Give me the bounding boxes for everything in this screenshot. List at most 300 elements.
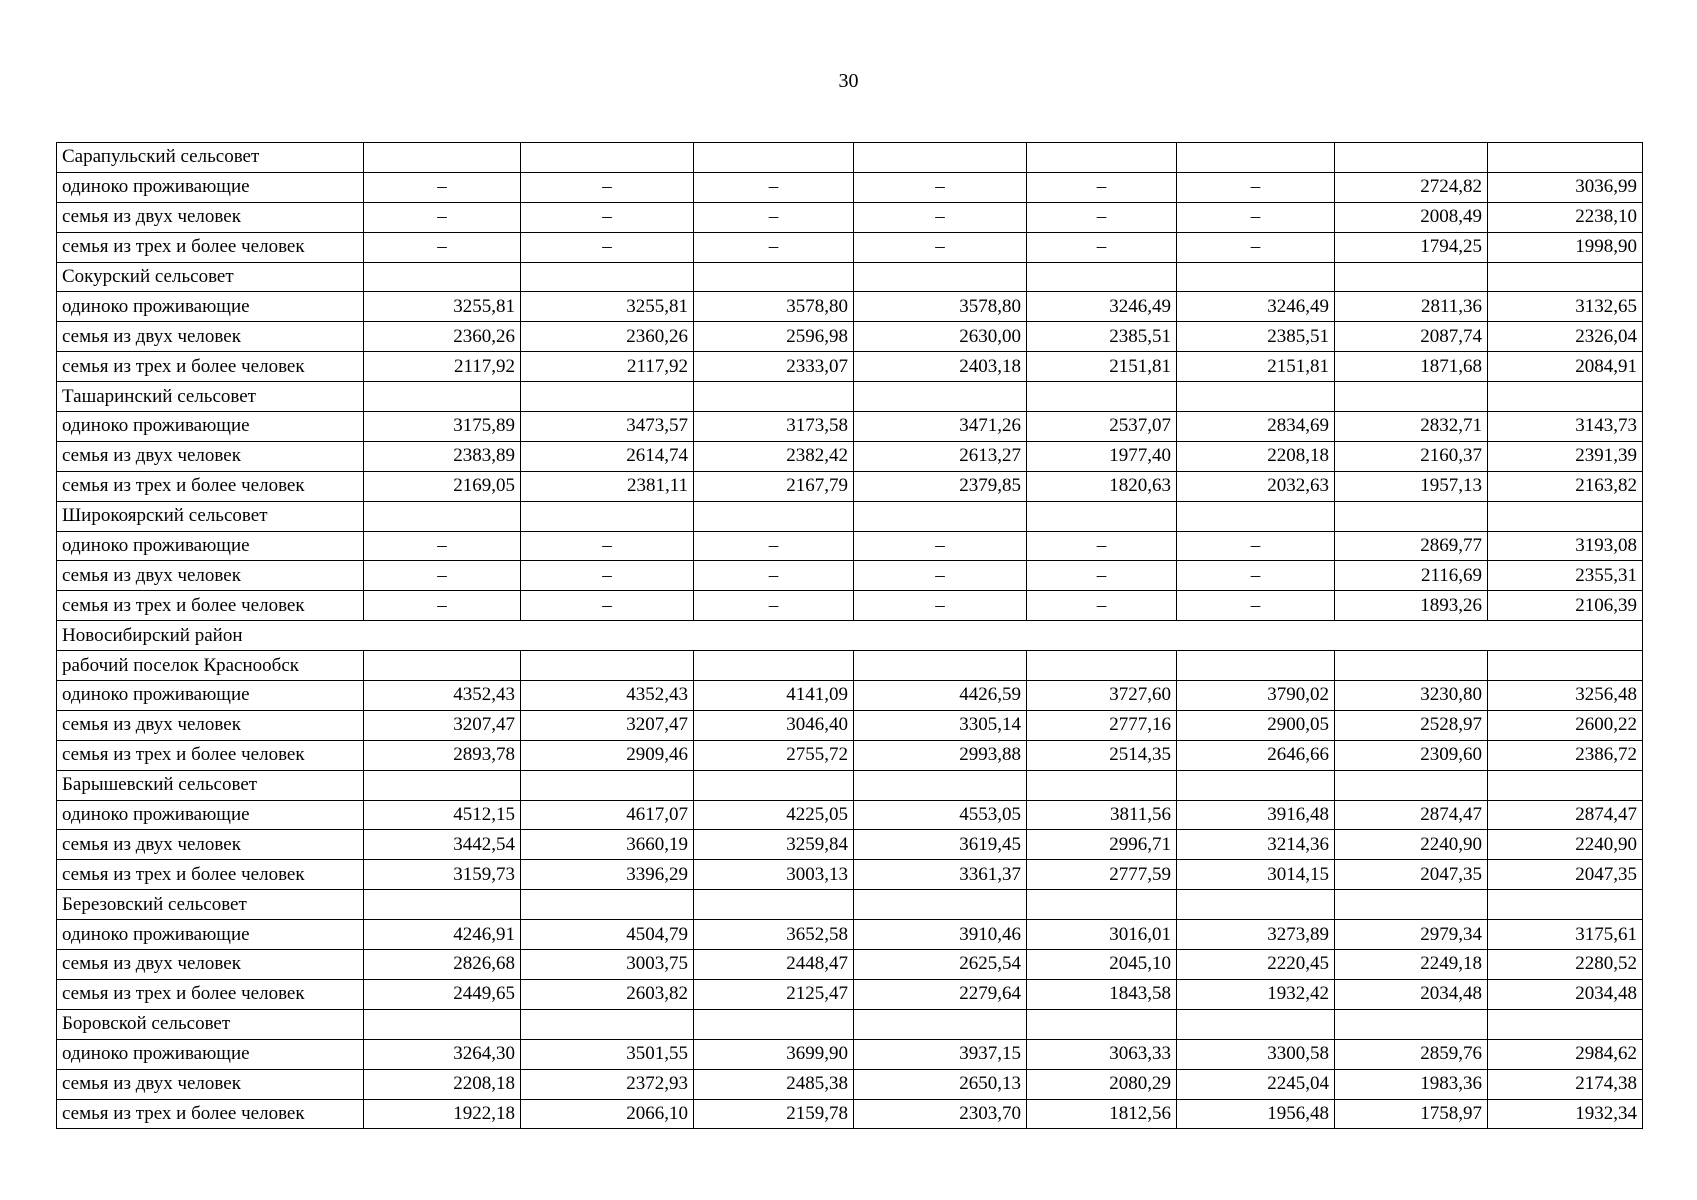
table-cell: 3727,60 [1027, 681, 1177, 711]
table-cell: 2646,66 [1177, 740, 1335, 770]
table-cell: – [1027, 172, 1177, 202]
row-label: семья из двух человек [57, 441, 364, 471]
table-cell: 3036,99 [1488, 172, 1643, 202]
table-cell: 2066,10 [521, 1099, 694, 1129]
table-cell [1335, 262, 1488, 292]
table-cell: 4512,15 [364, 800, 521, 830]
table-cell [1177, 382, 1335, 412]
table-cell [1488, 651, 1643, 681]
table-cell: 2979,34 [1335, 920, 1488, 950]
table-cell: 2874,47 [1335, 800, 1488, 830]
table-cell: 3143,73 [1488, 412, 1643, 442]
table-cell: 3501,55 [521, 1039, 694, 1069]
table-cell: 2755,72 [694, 740, 854, 770]
table-cell [854, 770, 1027, 800]
row-label: Березовский сельсовет [57, 890, 364, 920]
table-cell: 3916,48 [1177, 800, 1335, 830]
table-cell: 2084,91 [1488, 352, 1643, 382]
row-label: рабочий поселок Краснообск [57, 651, 364, 681]
table-row [57, 1099, 1643, 1129]
table-cell: 4225,05 [694, 800, 854, 830]
table-cell: – [521, 561, 694, 591]
table-cell: 2047,35 [1488, 860, 1643, 890]
table-cell: 3619,45 [854, 830, 1027, 860]
table-cell: 2869,77 [1335, 531, 1488, 561]
table-cell [364, 770, 521, 800]
table-cell [854, 890, 1027, 920]
table-cell: 2382,42 [694, 441, 854, 471]
table-cell: 1871,68 [1335, 352, 1488, 382]
table-cell: 2360,26 [364, 322, 521, 352]
table-row [57, 352, 1643, 382]
row-label: семья из трех и более человек [57, 979, 364, 1009]
table-cell: 2333,07 [694, 352, 854, 382]
table-cell: 2087,74 [1335, 322, 1488, 352]
table-cell: 4504,79 [521, 920, 694, 950]
table-cell: 3790,02 [1177, 681, 1335, 711]
table-cell: 4246,91 [364, 920, 521, 950]
table-cell [1488, 262, 1643, 292]
table-cell: 2613,27 [854, 441, 1027, 471]
table-row [57, 710, 1643, 740]
table-cell: 2045,10 [1027, 950, 1177, 980]
table-cell: 3471,26 [854, 412, 1027, 442]
table-cell: 2403,18 [854, 352, 1027, 382]
table-cell: 1893,26 [1335, 591, 1488, 621]
table-cell [521, 143, 694, 173]
table-cell [364, 890, 521, 920]
table-row [57, 292, 1643, 322]
table-cell: 2032,63 [1177, 471, 1335, 501]
table-cell: 2485,38 [694, 1069, 854, 1099]
table-cell: – [521, 172, 694, 202]
table-cell: 2125,47 [694, 979, 854, 1009]
table-cell: 3175,89 [364, 412, 521, 442]
table-cell: 2220,45 [1177, 950, 1335, 980]
table-row [57, 890, 1643, 920]
table-cell: 3063,33 [1027, 1039, 1177, 1069]
table-cell: – [694, 232, 854, 262]
row-label: семья из двух человек [57, 710, 364, 740]
table-cell: 3214,36 [1177, 830, 1335, 860]
table-cell: – [694, 531, 854, 561]
table-cell: 2169,05 [364, 471, 521, 501]
table-cell [1335, 143, 1488, 173]
table-cell: 3259,84 [694, 830, 854, 860]
table-cell: 2900,05 [1177, 710, 1335, 740]
table-cell [1027, 770, 1177, 800]
table-cell: 3578,80 [854, 292, 1027, 322]
table-cell: – [1027, 531, 1177, 561]
table-cell: 2528,97 [1335, 710, 1488, 740]
table-row [57, 412, 1643, 442]
table-cell: 2163,82 [1488, 471, 1643, 501]
table-cell: 3273,89 [1177, 920, 1335, 950]
table-cell: 2279,64 [854, 979, 1027, 1009]
table-cell [694, 651, 854, 681]
table-cell: 3016,01 [1027, 920, 1177, 950]
table-cell: 2309,60 [1335, 740, 1488, 770]
row-label: семья из двух человек [57, 1069, 364, 1099]
table-cell: 2811,36 [1335, 292, 1488, 322]
table-cell: 2034,48 [1335, 979, 1488, 1009]
table-cell: 1932,42 [1177, 979, 1335, 1009]
table-cell: 2160,37 [1335, 441, 1488, 471]
table-cell [1177, 262, 1335, 292]
table-cell: 2381,11 [521, 471, 694, 501]
table-cell: 2386,72 [1488, 740, 1643, 770]
row-label: семья из двух человек [57, 561, 364, 591]
table-cell [1335, 1009, 1488, 1039]
table-cell: 2650,13 [854, 1069, 1027, 1099]
table-cell [1027, 501, 1177, 531]
table-cell: 3207,47 [521, 710, 694, 740]
table-cell: 3811,56 [1027, 800, 1177, 830]
table-cell: – [521, 202, 694, 232]
table-cell: 2859,76 [1335, 1039, 1488, 1069]
row-label: одиноко проживающие [57, 1039, 364, 1069]
table-cell [1027, 382, 1177, 412]
table-cell: 3300,58 [1177, 1039, 1335, 1069]
table-cell [1177, 890, 1335, 920]
table-cell: 2514,35 [1027, 740, 1177, 770]
table-cell: 2724,82 [1335, 172, 1488, 202]
table-cell [364, 501, 521, 531]
table-cell: 2984,62 [1488, 1039, 1643, 1069]
table-cell: 2151,81 [1177, 352, 1335, 382]
table-cell: – [1177, 591, 1335, 621]
table-row [57, 770, 1643, 800]
table-cell: – [364, 202, 521, 232]
table-row [57, 1039, 1643, 1069]
table-cell [364, 143, 521, 173]
table-cell: 2116,69 [1335, 561, 1488, 591]
table-cell: 2245,04 [1177, 1069, 1335, 1099]
table-cell: 3003,75 [521, 950, 694, 980]
table-cell: 1998,90 [1488, 232, 1643, 262]
table-cell: 2151,81 [1027, 352, 1177, 382]
table-cell: 1843,58 [1027, 979, 1177, 1009]
table-cell: 3910,46 [854, 920, 1027, 950]
row-label: одиноко проживающие [57, 681, 364, 711]
table-cell: 2993,88 [854, 740, 1027, 770]
table-cell: 2167,79 [694, 471, 854, 501]
table-cell: 3937,15 [854, 1039, 1027, 1069]
row-label: семья из двух человек [57, 322, 364, 352]
table-cell: 2379,85 [854, 471, 1027, 501]
table-cell: 2537,07 [1027, 412, 1177, 442]
table-cell [1335, 890, 1488, 920]
table-cell: 2874,47 [1488, 800, 1643, 830]
table-cell: 3255,81 [521, 292, 694, 322]
row-label: семья из двух человек [57, 202, 364, 232]
table-cell: – [1027, 591, 1177, 621]
table-cell: 2625,54 [854, 950, 1027, 980]
table-cell: 2159,78 [694, 1099, 854, 1129]
table-cell: 3003,13 [694, 860, 854, 890]
table-cell: – [854, 172, 1027, 202]
table-cell: 1977,40 [1027, 441, 1177, 471]
table-cell [1488, 1009, 1643, 1039]
table-cell [1335, 770, 1488, 800]
table-cell [854, 262, 1027, 292]
table-cell: 3396,29 [521, 860, 694, 890]
table-cell: – [694, 172, 854, 202]
table-cell: – [1027, 561, 1177, 591]
table-cell [1488, 143, 1643, 173]
table-cell: – [1177, 232, 1335, 262]
table-cell [521, 262, 694, 292]
table-cell: 3246,49 [1177, 292, 1335, 322]
table-cell: 2614,74 [521, 441, 694, 471]
table-cell: 2777,16 [1027, 710, 1177, 740]
table-cell: 3175,61 [1488, 920, 1643, 950]
table-cell: – [1177, 202, 1335, 232]
row-label: семья из трех и более человек [57, 352, 364, 382]
table-cell: 2909,46 [521, 740, 694, 770]
table-cell: 2238,10 [1488, 202, 1643, 232]
table-cell: – [521, 531, 694, 561]
table-cell: 4352,43 [364, 681, 521, 711]
table-cell: 2240,90 [1488, 830, 1643, 860]
table-row [57, 800, 1643, 830]
table-cell [1488, 770, 1643, 800]
table-cell: – [694, 202, 854, 232]
table-cell [1177, 1009, 1335, 1039]
table-cell: 2834,69 [1177, 412, 1335, 442]
table-cell [854, 501, 1027, 531]
row-label: семья из трех и более человек [57, 1099, 364, 1129]
row-label: одиноко проживающие [57, 800, 364, 830]
table-cell: 4426,59 [854, 681, 1027, 711]
table-cell: 1932,34 [1488, 1099, 1643, 1129]
table-cell: – [521, 591, 694, 621]
table-cell: 1812,56 [1027, 1099, 1177, 1129]
table-cell: 3193,08 [1488, 531, 1643, 561]
table-cell [1027, 262, 1177, 292]
table-row [57, 830, 1643, 860]
table-cell: 2893,78 [364, 740, 521, 770]
table-cell: 3699,90 [694, 1039, 854, 1069]
table-cell: 1820,63 [1027, 471, 1177, 501]
table-cell [364, 262, 521, 292]
table-cell: 3255,81 [364, 292, 521, 322]
table-row [57, 531, 1643, 561]
table-cell [1027, 1009, 1177, 1039]
table-cell [854, 651, 1027, 681]
table-row [57, 143, 1643, 173]
table-cell [1335, 501, 1488, 531]
table-cell: 2208,18 [1177, 441, 1335, 471]
row-label: Ташаринский сельсовет [57, 382, 364, 412]
table-cell [1177, 770, 1335, 800]
table-cell: – [694, 561, 854, 591]
table-cell: 3652,58 [694, 920, 854, 950]
table-cell: 2080,29 [1027, 1069, 1177, 1099]
row-label: семья из трех и более человек [57, 860, 364, 890]
row-label: семья из двух человек [57, 950, 364, 980]
row-label: Новосибирский район [57, 621, 1643, 651]
table-cell: 2117,92 [364, 352, 521, 382]
table-cell [1027, 651, 1177, 681]
table-cell [364, 382, 521, 412]
table-cell [854, 1009, 1027, 1039]
table-row [57, 740, 1643, 770]
table-cell: 2383,89 [364, 441, 521, 471]
table-row [57, 651, 1643, 681]
table-cell: 2449,65 [364, 979, 521, 1009]
table-cell: 3361,37 [854, 860, 1027, 890]
table-cell: 3230,80 [1335, 681, 1488, 711]
table-row [57, 920, 1643, 950]
table-cell: 2603,82 [521, 979, 694, 1009]
table-cell: – [364, 561, 521, 591]
table-cell: – [521, 232, 694, 262]
table-cell: – [1177, 531, 1335, 561]
table-cell: 1794,25 [1335, 232, 1488, 262]
table-cell: – [364, 591, 521, 621]
table-cell: 2385,51 [1177, 322, 1335, 352]
table-cell [694, 382, 854, 412]
table-row [57, 382, 1643, 412]
table-row [57, 262, 1643, 292]
table-row [57, 621, 1643, 651]
table-cell: 2034,48 [1488, 979, 1643, 1009]
table-row [57, 202, 1643, 232]
table-cell: 3578,80 [694, 292, 854, 322]
table-cell [854, 143, 1027, 173]
table-cell: 3442,54 [364, 830, 521, 860]
table-cell: 2174,38 [1488, 1069, 1643, 1099]
row-label: одиноко проживающие [57, 920, 364, 950]
table-row [57, 501, 1643, 531]
table-cell [521, 890, 694, 920]
table-cell: 2826,68 [364, 950, 521, 980]
table-cell: 2372,93 [521, 1069, 694, 1099]
table-cell: – [854, 232, 1027, 262]
table-cell [521, 651, 694, 681]
table-cell: 2600,22 [1488, 710, 1643, 740]
table-cell [521, 382, 694, 412]
table-cell: – [1177, 561, 1335, 591]
table-cell: 1983,36 [1335, 1069, 1488, 1099]
table-cell [694, 770, 854, 800]
table-row [57, 561, 1643, 591]
table-cell: 3473,57 [521, 412, 694, 442]
table-cell [1177, 501, 1335, 531]
table-cell: 3207,47 [364, 710, 521, 740]
table-cell [1335, 382, 1488, 412]
table-cell: – [854, 561, 1027, 591]
table-cell: 2630,00 [854, 322, 1027, 352]
row-label: одиноко проживающие [57, 292, 364, 322]
table-cell: 2448,47 [694, 950, 854, 980]
row-label: одиноко проживающие [57, 531, 364, 561]
table-cell: – [1177, 172, 1335, 202]
table-cell: – [364, 172, 521, 202]
table-cell: 3264,30 [364, 1039, 521, 1069]
table-cell: 1758,97 [1335, 1099, 1488, 1129]
table-cell: 3173,58 [694, 412, 854, 442]
table-cell: – [364, 232, 521, 262]
table-cell [694, 890, 854, 920]
table-cell: 2240,90 [1335, 830, 1488, 860]
table-cell: 2385,51 [1027, 322, 1177, 352]
table-row [57, 322, 1643, 352]
table-cell: 3132,65 [1488, 292, 1643, 322]
row-label: Боровской сельсовет [57, 1009, 364, 1039]
table-cell: 2303,70 [854, 1099, 1027, 1129]
table-cell: 2596,98 [694, 322, 854, 352]
table-cell: 3305,14 [854, 710, 1027, 740]
row-label: семья из трех и более человек [57, 471, 364, 501]
table-cell: 4553,05 [854, 800, 1027, 830]
page-number: 30 [838, 70, 859, 92]
table-cell [694, 262, 854, 292]
table-row [57, 979, 1643, 1009]
table-cell [364, 1009, 521, 1039]
table-cell: 2047,35 [1335, 860, 1488, 890]
table-cell [1488, 501, 1643, 531]
table-cell: 1956,48 [1177, 1099, 1335, 1129]
table-row [57, 591, 1643, 621]
table-cell: 2106,39 [1488, 591, 1643, 621]
table-cell: 2996,71 [1027, 830, 1177, 860]
table-cell: 2008,49 [1335, 202, 1488, 232]
row-label: семья из трех и более человек [57, 232, 364, 262]
table-cell [1488, 382, 1643, 412]
table-cell [364, 651, 521, 681]
table-cell: 3246,49 [1027, 292, 1177, 322]
table-cell: 2360,26 [521, 322, 694, 352]
table-cell: – [854, 202, 1027, 232]
table-row [57, 471, 1643, 501]
table-cell: 3046,40 [694, 710, 854, 740]
table-cell: 2832,71 [1335, 412, 1488, 442]
table-cell: 2208,18 [364, 1069, 521, 1099]
table-cell: 2117,92 [521, 352, 694, 382]
table-cell: – [364, 531, 521, 561]
row-label: семья из трех и более человек [57, 740, 364, 770]
table-cell: 4352,43 [521, 681, 694, 711]
table-cell: 2355,31 [1488, 561, 1643, 591]
table-cell: – [1027, 232, 1177, 262]
table-cell: 2326,04 [1488, 322, 1643, 352]
row-label: семья из трех и более человек [57, 591, 364, 621]
table-cell [694, 1009, 854, 1039]
table-cell: 4617,07 [521, 800, 694, 830]
table-row [57, 950, 1643, 980]
table-cell: – [694, 591, 854, 621]
row-label: семья из двух человек [57, 830, 364, 860]
table-cell [1027, 143, 1177, 173]
table-row [57, 860, 1643, 890]
table-cell: 2280,52 [1488, 950, 1643, 980]
table-row [57, 1069, 1643, 1099]
table-cell: – [854, 531, 1027, 561]
data-table [56, 142, 1643, 1129]
row-label: одиноко проживающие [57, 412, 364, 442]
table-cell [1177, 651, 1335, 681]
table-cell: – [854, 591, 1027, 621]
table-cell: – [1027, 202, 1177, 232]
table-cell [854, 382, 1027, 412]
table-cell [1177, 143, 1335, 173]
table-cell [521, 501, 694, 531]
table-cell: 2249,18 [1335, 950, 1488, 980]
row-label: Сарапульский сельсовет [57, 143, 364, 173]
table-cell: 2391,39 [1488, 441, 1643, 471]
